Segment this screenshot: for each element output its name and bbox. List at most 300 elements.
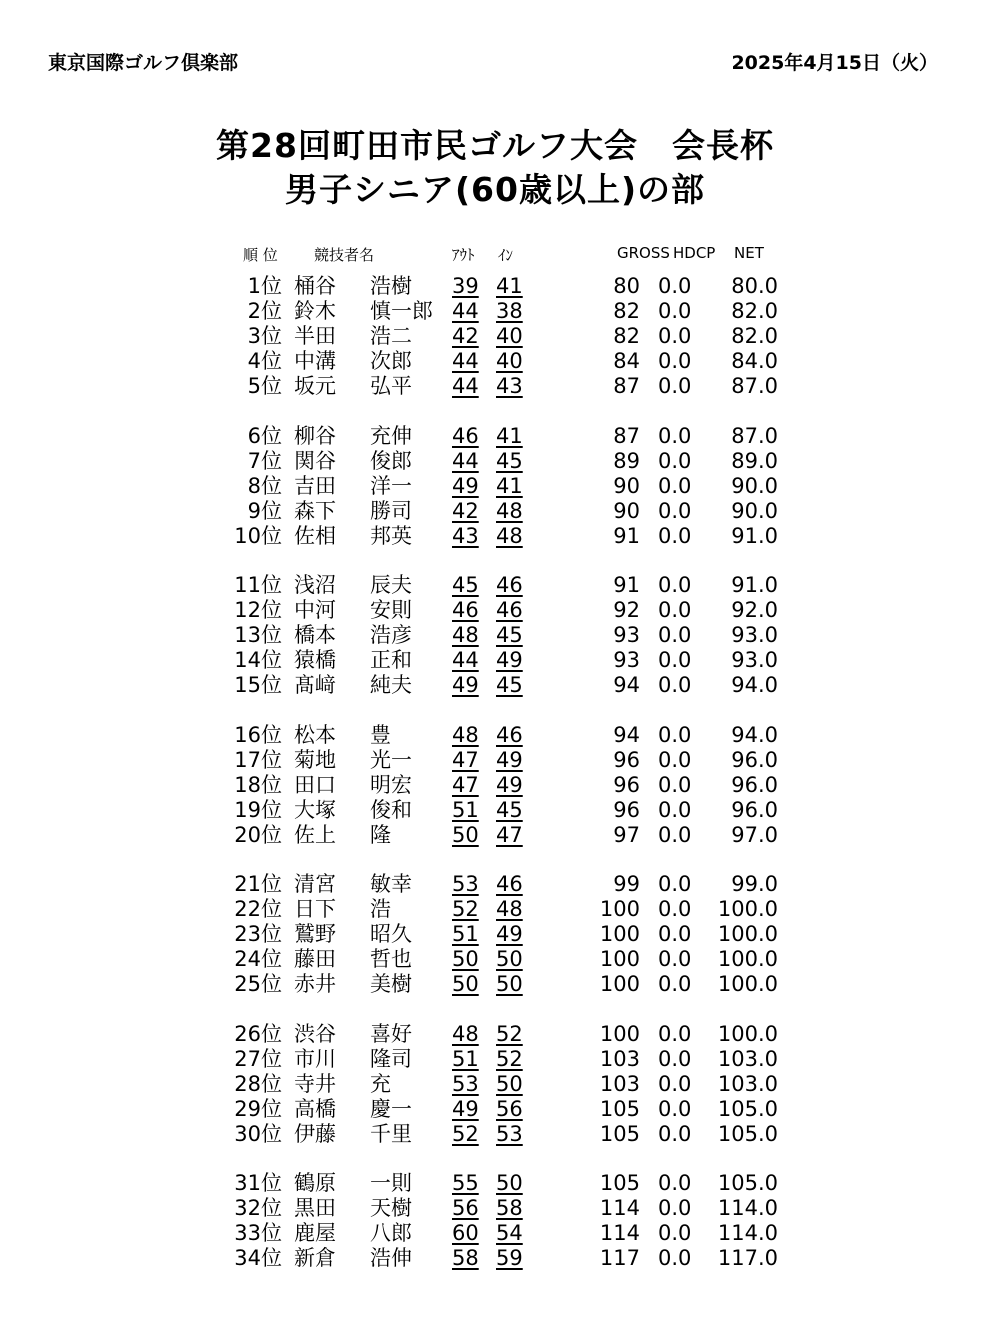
given-name-cell: 光一 xyxy=(370,747,412,772)
net-cell: 114.0 xyxy=(717,1196,778,1221)
in-score-cell: 49 xyxy=(496,922,523,947)
net-cell: 100.0 xyxy=(717,897,778,922)
out-score-cell: 53 xyxy=(452,1071,479,1096)
gross-cell: 100 xyxy=(599,947,640,972)
family-name-cell: 市川 xyxy=(294,1046,336,1071)
net-cell: 90.0 xyxy=(731,473,778,498)
in-score-cell: 49 xyxy=(496,648,523,673)
family-name-cell: 菊地 xyxy=(294,747,336,772)
net-cell: 87.0 xyxy=(731,374,778,399)
family-name-cell: 新倉 xyxy=(294,1246,336,1271)
net-cell: 100.0 xyxy=(717,1021,778,1046)
in-score-cell: 46 xyxy=(496,598,523,623)
hdcp-cell: 0.0 xyxy=(658,797,692,822)
family-name-cell: 猿橋 xyxy=(294,648,336,673)
net-cell: 92.0 xyxy=(731,598,778,623)
gross-cell: 100 xyxy=(599,1021,640,1046)
net-cell: 82.0 xyxy=(731,299,778,324)
family-name-cell: 佐相 xyxy=(294,523,336,548)
table-row xyxy=(0,349,990,374)
rank-cell: 4位 xyxy=(247,349,282,374)
hdcp-cell: 0.0 xyxy=(658,423,692,448)
family-name-cell: 佐上 xyxy=(294,822,336,847)
gross-cell: 114 xyxy=(599,1221,640,1246)
gross-cell: 103 xyxy=(599,1071,640,1096)
page-title: 第28回町田市民ゴルフ大会 会長杯 xyxy=(216,126,774,165)
hdcp-cell: 0.0 xyxy=(658,598,692,623)
net-cell: 105.0 xyxy=(717,1096,778,1121)
hdcp-cell: 0.0 xyxy=(658,947,692,972)
table-row xyxy=(0,773,990,798)
hdcp-cell: 0.0 xyxy=(658,1196,692,1221)
given-name-cell: 隆 xyxy=(370,822,391,847)
in-score-cell: 48 xyxy=(496,498,523,523)
hdcp-cell: 0.0 xyxy=(658,299,692,324)
rank-cell: 34位 xyxy=(234,1246,282,1271)
net-cell: 87.0 xyxy=(731,423,778,448)
out-score-cell: 50 xyxy=(452,947,479,972)
in-score-cell: 58 xyxy=(496,1196,523,1221)
net-cell: 90.0 xyxy=(731,498,778,523)
rank-cell: 3位 xyxy=(247,324,282,349)
gross-cell: 91 xyxy=(613,523,640,548)
net-cell: 103.0 xyxy=(717,1046,778,1071)
table-row xyxy=(0,1196,990,1221)
rank-cell: 19位 xyxy=(234,797,282,822)
hdcp-cell: 0.0 xyxy=(658,1021,692,1046)
hdcp-cell: 0.0 xyxy=(658,897,692,922)
net-cell: 91.0 xyxy=(731,573,778,597)
table-row xyxy=(0,673,990,698)
given-name-cell: 八郎 xyxy=(370,1221,412,1246)
hdcp-cell: 0.0 xyxy=(658,872,692,896)
net-cell: 99.0 xyxy=(731,872,778,896)
family-name-cell: 鷲野 xyxy=(294,922,336,947)
family-name-cell: 浅沼 xyxy=(294,573,336,597)
in-score-cell: 59 xyxy=(496,1246,523,1271)
in-score-cell: 41 xyxy=(496,274,523,298)
family-name-cell: 鈴木 xyxy=(294,299,336,324)
table-row xyxy=(0,499,990,524)
table-row xyxy=(0,524,990,549)
hdcp-cell: 0.0 xyxy=(658,1046,692,1071)
net-cell: 91.0 xyxy=(731,523,778,548)
family-name-cell: 中溝 xyxy=(294,349,336,374)
table-row xyxy=(0,748,990,773)
table-row xyxy=(0,922,990,947)
rank-cell: 26位 xyxy=(234,1021,282,1046)
gross-cell: 82 xyxy=(613,299,640,324)
in-score-cell: 48 xyxy=(496,523,523,548)
gross-cell: 103 xyxy=(599,1046,640,1071)
given-name-cell: 浩樹 xyxy=(370,274,412,298)
net-cell: 89.0 xyxy=(731,448,778,473)
family-name-cell: 中河 xyxy=(294,598,336,623)
hdcp-cell: 0.0 xyxy=(658,1246,692,1271)
page-subtitle: 男子シニア(60歳以上)の部 xyxy=(284,170,706,209)
hdcp-cell: 0.0 xyxy=(658,1096,692,1121)
net-cell: 82.0 xyxy=(731,324,778,349)
net-cell: 94.0 xyxy=(731,673,778,698)
rank-cell: 31位 xyxy=(234,1171,282,1195)
given-name-cell: 昭久 xyxy=(370,922,412,947)
in-score-cell: 38 xyxy=(496,299,523,324)
family-name-cell: 寺井 xyxy=(294,1071,336,1096)
given-name-cell: 安則 xyxy=(370,598,412,623)
col-header-rank: 順 位 xyxy=(243,246,278,264)
hdcp-cell: 0.0 xyxy=(658,448,692,473)
out-score-cell: 51 xyxy=(452,1046,479,1071)
given-name-cell: 邦英 xyxy=(370,523,412,548)
given-name-cell: 洋一 xyxy=(370,473,412,498)
gross-cell: 80 xyxy=(613,274,640,298)
family-name-cell: 松本 xyxy=(294,722,336,747)
given-name-cell: 次郎 xyxy=(370,349,412,374)
out-score-cell: 56 xyxy=(452,1196,479,1221)
table-row xyxy=(0,474,990,499)
given-name-cell: 辰夫 xyxy=(370,573,412,597)
rank-cell: 23位 xyxy=(234,922,282,947)
table-row xyxy=(0,1221,990,1246)
out-score-cell: 42 xyxy=(452,498,479,523)
gross-cell: 100 xyxy=(599,897,640,922)
gross-cell: 87 xyxy=(613,374,640,399)
in-score-cell: 46 xyxy=(496,722,523,747)
col-header-hdcp: HDCP xyxy=(673,244,716,262)
col-header-net: NET xyxy=(734,244,764,262)
out-score-cell: 50 xyxy=(452,822,479,847)
table-row xyxy=(0,798,990,823)
table-row xyxy=(0,972,990,997)
out-score-cell: 44 xyxy=(452,648,479,673)
given-name-cell: 弘平 xyxy=(370,374,412,399)
family-name-cell: 坂元 xyxy=(294,374,336,399)
rank-cell: 27位 xyxy=(234,1046,282,1071)
rank-cell: 7位 xyxy=(247,448,282,473)
table-row xyxy=(0,897,990,922)
in-score-cell: 52 xyxy=(496,1046,523,1071)
in-score-cell: 54 xyxy=(496,1221,523,1246)
rank-cell: 25位 xyxy=(234,972,282,997)
family-name-cell: 高橋 xyxy=(294,1096,336,1121)
out-score-cell: 47 xyxy=(452,747,479,772)
given-name-cell: 隆司 xyxy=(370,1046,412,1071)
table-row xyxy=(0,274,990,299)
given-name-cell: 慎一郎 xyxy=(370,299,433,324)
col-header-out: ｱｳﾄ xyxy=(452,246,475,264)
family-name-cell: 桶谷 xyxy=(294,274,336,298)
rank-cell: 14位 xyxy=(234,648,282,673)
out-score-cell: 50 xyxy=(452,972,479,997)
net-cell: 100.0 xyxy=(717,947,778,972)
net-cell: 105.0 xyxy=(717,1171,778,1195)
out-score-cell: 42 xyxy=(452,324,479,349)
table-row xyxy=(0,324,990,349)
rank-cell: 13位 xyxy=(234,623,282,648)
hdcp-cell: 0.0 xyxy=(658,498,692,523)
gross-cell: 91 xyxy=(613,573,640,597)
col-header-in: ｲﾝ xyxy=(498,246,514,264)
gross-cell: 87 xyxy=(613,423,640,448)
out-score-cell: 53 xyxy=(452,872,479,896)
net-cell: 96.0 xyxy=(731,797,778,822)
out-score-cell: 48 xyxy=(452,1021,479,1046)
family-name-cell: 黒田 xyxy=(294,1196,336,1221)
out-score-cell: 44 xyxy=(452,448,479,473)
family-name-cell: 関谷 xyxy=(294,448,336,473)
net-cell: 94.0 xyxy=(731,722,778,747)
given-name-cell: 明宏 xyxy=(370,772,412,797)
table-row xyxy=(0,723,990,748)
net-cell: 103.0 xyxy=(717,1071,778,1096)
family-name-cell: 森下 xyxy=(294,498,336,523)
out-score-cell: 51 xyxy=(452,797,479,822)
rank-cell: 24位 xyxy=(234,947,282,972)
table-row xyxy=(0,598,990,623)
out-score-cell: 58 xyxy=(452,1246,479,1271)
family-name-cell: 赤井 xyxy=(294,972,336,997)
given-name-cell: 喜好 xyxy=(370,1021,412,1046)
hdcp-cell: 0.0 xyxy=(658,349,692,374)
net-cell: 117.0 xyxy=(717,1246,778,1271)
gross-cell: 97 xyxy=(613,822,640,847)
out-score-cell: 55 xyxy=(452,1171,479,1195)
table-row xyxy=(0,1171,990,1196)
gross-cell: 105 xyxy=(599,1096,640,1121)
gross-cell: 92 xyxy=(613,598,640,623)
out-score-cell: 44 xyxy=(452,349,479,374)
given-name-cell: 俊和 xyxy=(370,797,412,822)
in-score-cell: 45 xyxy=(496,623,523,648)
hdcp-cell: 0.0 xyxy=(658,822,692,847)
in-score-cell: 46 xyxy=(496,872,523,896)
net-cell: 93.0 xyxy=(731,623,778,648)
rank-cell: 22位 xyxy=(234,897,282,922)
rank-cell: 16位 xyxy=(234,722,282,747)
in-score-cell: 45 xyxy=(496,673,523,698)
given-name-cell: 哲也 xyxy=(370,947,412,972)
in-score-cell: 41 xyxy=(496,473,523,498)
gross-cell: 94 xyxy=(613,722,640,747)
in-score-cell: 41 xyxy=(496,423,523,448)
gross-cell: 114 xyxy=(599,1196,640,1221)
given-name-cell: 充伸 xyxy=(370,423,412,448)
out-score-cell: 49 xyxy=(452,1096,479,1121)
net-cell: 96.0 xyxy=(731,772,778,797)
family-name-cell: 鹿屋 xyxy=(294,1221,336,1246)
table-row xyxy=(0,1022,990,1047)
family-name-cell: 髙﨑 xyxy=(294,673,336,698)
col-header-gross: GROSS xyxy=(617,244,670,262)
rank-cell: 18位 xyxy=(234,772,282,797)
given-name-cell: 純夫 xyxy=(370,673,412,698)
rank-cell: 33位 xyxy=(234,1221,282,1246)
gross-cell: 117 xyxy=(599,1246,640,1271)
gross-cell: 100 xyxy=(599,972,640,997)
rank-cell: 32位 xyxy=(234,1196,282,1221)
family-name-cell: 渋谷 xyxy=(294,1021,336,1046)
gross-cell: 90 xyxy=(613,473,640,498)
out-score-cell: 45 xyxy=(452,573,479,597)
hdcp-cell: 0.0 xyxy=(658,1121,692,1146)
gross-cell: 96 xyxy=(613,797,640,822)
rank-cell: 29位 xyxy=(234,1096,282,1121)
net-cell: 80.0 xyxy=(731,274,778,298)
in-score-cell: 40 xyxy=(496,349,523,374)
in-score-cell: 48 xyxy=(496,897,523,922)
net-cell: 84.0 xyxy=(731,349,778,374)
hdcp-cell: 0.0 xyxy=(658,1221,692,1246)
in-score-cell: 56 xyxy=(496,1096,523,1121)
rank-cell: 15位 xyxy=(234,673,282,698)
table-row xyxy=(0,1246,990,1271)
in-score-cell: 50 xyxy=(496,1171,523,1195)
given-name-cell: 充 xyxy=(370,1071,391,1096)
table-row xyxy=(0,623,990,648)
gross-cell: 93 xyxy=(613,623,640,648)
hdcp-cell: 0.0 xyxy=(658,523,692,548)
in-score-cell: 50 xyxy=(496,972,523,997)
given-name-cell: 一則 xyxy=(370,1171,412,1195)
rank-cell: 10位 xyxy=(234,523,282,548)
family-name-cell: 田口 xyxy=(294,772,336,797)
table-row xyxy=(0,1097,990,1122)
in-score-cell: 53 xyxy=(496,1121,523,1146)
out-score-cell: 44 xyxy=(452,299,479,324)
out-score-cell: 52 xyxy=(452,1121,479,1146)
in-score-cell: 50 xyxy=(496,1071,523,1096)
in-score-cell: 43 xyxy=(496,374,523,399)
gross-cell: 89 xyxy=(613,448,640,473)
rank-cell: 20位 xyxy=(234,822,282,847)
rank-cell: 12位 xyxy=(234,598,282,623)
table-row xyxy=(0,424,990,449)
gross-cell: 90 xyxy=(613,498,640,523)
given-name-cell: 慶一 xyxy=(370,1096,412,1121)
rank-cell: 1位 xyxy=(247,274,282,298)
table-row xyxy=(0,872,990,897)
rank-cell: 21位 xyxy=(234,872,282,896)
out-score-cell: 52 xyxy=(452,897,479,922)
gross-cell: 96 xyxy=(613,772,640,797)
gross-cell: 96 xyxy=(613,747,640,772)
table-row xyxy=(0,1072,990,1097)
out-score-cell: 46 xyxy=(452,598,479,623)
given-name-cell: 俊郎 xyxy=(370,448,412,473)
in-score-cell: 49 xyxy=(496,747,523,772)
hdcp-cell: 0.0 xyxy=(658,1171,692,1195)
family-name-cell: 鶴原 xyxy=(294,1171,336,1195)
in-score-cell: 49 xyxy=(496,772,523,797)
hdcp-cell: 0.0 xyxy=(658,324,692,349)
in-score-cell: 50 xyxy=(496,947,523,972)
table-row xyxy=(0,1047,990,1072)
hdcp-cell: 0.0 xyxy=(658,573,692,597)
given-name-cell: 浩 xyxy=(370,897,391,922)
out-score-cell: 44 xyxy=(452,374,479,399)
gross-cell: 105 xyxy=(599,1121,640,1146)
gross-cell: 99 xyxy=(613,872,640,896)
out-score-cell: 51 xyxy=(452,922,479,947)
given-name-cell: 敏幸 xyxy=(370,872,412,896)
net-cell: 105.0 xyxy=(717,1121,778,1146)
out-score-cell: 48 xyxy=(452,722,479,747)
out-score-cell: 39 xyxy=(452,274,479,298)
family-name-cell: 伊藤 xyxy=(294,1121,336,1146)
family-name-cell: 半田 xyxy=(294,324,336,349)
out-score-cell: 43 xyxy=(452,523,479,548)
gross-cell: 84 xyxy=(613,349,640,374)
given-name-cell: 浩伸 xyxy=(370,1246,412,1271)
in-score-cell: 40 xyxy=(496,324,523,349)
hdcp-cell: 0.0 xyxy=(658,374,692,399)
gross-cell: 94 xyxy=(613,673,640,698)
hdcp-cell: 0.0 xyxy=(658,623,692,648)
net-cell: 96.0 xyxy=(731,747,778,772)
gross-cell: 93 xyxy=(613,648,640,673)
family-name-cell: 柳谷 xyxy=(294,423,336,448)
table-row xyxy=(0,299,990,324)
rank-cell: 8位 xyxy=(247,473,282,498)
family-name-cell: 橋本 xyxy=(294,623,336,648)
hdcp-cell: 0.0 xyxy=(658,673,692,698)
net-cell: 93.0 xyxy=(731,648,778,673)
hdcp-cell: 0.0 xyxy=(658,1071,692,1096)
out-score-cell: 48 xyxy=(452,623,479,648)
given-name-cell: 天樹 xyxy=(370,1196,412,1221)
rank-cell: 5位 xyxy=(247,374,282,399)
family-name-cell: 大塚 xyxy=(294,797,336,822)
club-name: 東京国際ゴルフ倶楽部 xyxy=(48,52,239,74)
rank-cell: 28位 xyxy=(234,1071,282,1096)
given-name-cell: 千里 xyxy=(370,1121,412,1146)
rank-cell: 9位 xyxy=(247,498,282,523)
given-name-cell: 正和 xyxy=(370,648,412,673)
in-score-cell: 45 xyxy=(496,797,523,822)
hdcp-cell: 0.0 xyxy=(658,648,692,673)
in-score-cell: 47 xyxy=(496,822,523,847)
net-cell: 100.0 xyxy=(717,972,778,997)
rank-cell: 6位 xyxy=(247,423,282,448)
gross-cell: 105 xyxy=(599,1171,640,1195)
hdcp-cell: 0.0 xyxy=(658,274,692,298)
rank-cell: 11位 xyxy=(234,573,282,597)
table-row xyxy=(0,823,990,848)
table-row xyxy=(0,374,990,399)
in-score-cell: 46 xyxy=(496,573,523,597)
gross-cell: 100 xyxy=(599,922,640,947)
given-name-cell: 豊 xyxy=(370,722,391,747)
rank-cell: 2位 xyxy=(247,299,282,324)
given-name-cell: 浩彦 xyxy=(370,623,412,648)
hdcp-cell: 0.0 xyxy=(658,922,692,947)
out-score-cell: 49 xyxy=(452,473,479,498)
given-name-cell: 美樹 xyxy=(370,972,412,997)
hdcp-cell: 0.0 xyxy=(658,722,692,747)
hdcp-cell: 0.0 xyxy=(658,772,692,797)
table-row xyxy=(0,947,990,972)
out-score-cell: 49 xyxy=(452,673,479,698)
out-score-cell: 60 xyxy=(452,1221,479,1246)
table-row xyxy=(0,449,990,474)
in-score-cell: 45 xyxy=(496,448,523,473)
given-name-cell: 浩二 xyxy=(370,324,412,349)
event-date: 2025年4月15日（火） xyxy=(731,52,938,74)
family-name-cell: 藤田 xyxy=(294,947,336,972)
net-cell: 100.0 xyxy=(717,922,778,947)
col-header-player: 競技者名 xyxy=(314,246,375,264)
out-score-cell: 47 xyxy=(452,772,479,797)
